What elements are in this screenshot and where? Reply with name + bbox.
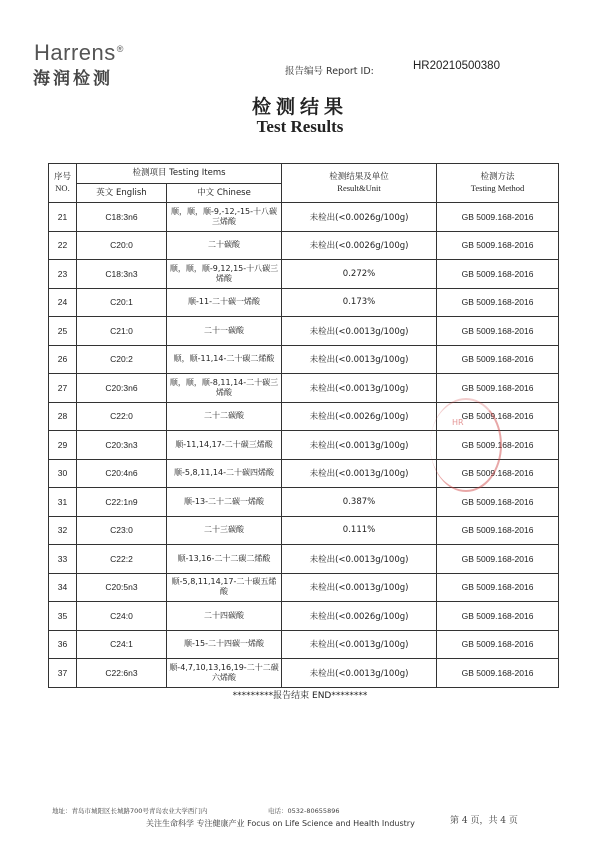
row-result: 未检出(<0.0026g/100g) (282, 203, 437, 232)
row-number: 32 (49, 516, 77, 545)
row-method: GB 5009.168-2016 (437, 630, 559, 659)
row-english-name: C20:3n6 (77, 374, 167, 403)
row-result: 未检出(<0.0013g/100g) (282, 659, 437, 688)
row-method: GB 5009.168-2016 (437, 231, 559, 260)
row-number: 33 (49, 545, 77, 574)
row-method: GB 5009.168-2016 (437, 288, 559, 317)
row-english-name: C18:3n3 (77, 260, 167, 289)
footer-address: 地址：青岛市城阳区长城路700号青岛农业大学西门内 (52, 807, 208, 815)
row-chinese-name: 二十一碳酸 (167, 317, 282, 346)
table-row (49, 260, 559, 289)
row-result: 0.111% (282, 516, 437, 545)
row-number: 34 (49, 573, 77, 602)
row-english-name: C20:2 (77, 345, 167, 374)
row-chinese-name: 顺-15-二十四碳一烯酸 (167, 630, 282, 659)
header-testing-items: 检测项目 Testing Items (77, 164, 282, 184)
row-number: 35 (49, 602, 77, 631)
row-english-name: C24:1 (77, 630, 167, 659)
row-method: GB 5009.168-2016 (437, 345, 559, 374)
row-chinese-name: 顺-13,16-二十二碳二烯酸 (167, 545, 282, 574)
seal-stamp-text: HR (452, 418, 464, 427)
header-chinese-name: 中文 Chinese (167, 184, 282, 203)
row-chinese-name: 二十三碳酸 (167, 516, 282, 545)
row-result: 未检出(<0.0013g/100g) (282, 431, 437, 460)
row-english-name: C22:0 (77, 402, 167, 431)
page-title-chinese: 检测结果 (251, 96, 348, 118)
row-result: 未检出(<0.0013g/100g) (282, 317, 437, 346)
seal-stamp (430, 398, 502, 492)
row-english-name: C20:3n3 (77, 431, 167, 460)
row-result: 0.272% (282, 260, 437, 289)
footer-telephone: 电话：0532-80655896 (268, 807, 340, 815)
row-chinese-name: 顺-11,14,17-二十碳三烯酸 (167, 431, 282, 460)
row-method: GB 5009.168-2016 (437, 516, 559, 545)
table-row (49, 488, 559, 517)
row-english-name: C22:6n3 (77, 659, 167, 688)
row-english-name: C22:2 (77, 545, 167, 574)
row-method: GB 5009.168-2016 (437, 317, 559, 346)
row-method: GB 5009.168-2016 (437, 659, 559, 688)
table-row (49, 345, 559, 374)
row-number: 27 (49, 374, 77, 403)
row-chinese-name: 顺，顺-11,14-二十碳二烯酸 (167, 345, 282, 374)
table-row (49, 545, 559, 574)
row-number: 25 (49, 317, 77, 346)
table-row (49, 317, 559, 346)
row-chinese-name: 二十四碳酸 (167, 602, 282, 631)
row-result: 未检出(<0.0013g/100g) (282, 545, 437, 574)
row-result: 未检出(<0.0013g/100g) (282, 630, 437, 659)
report-end-marker: *********报告结束 END******** (232, 691, 368, 701)
table-row (49, 203, 559, 232)
report-id-value: HR20210500380 (413, 60, 500, 72)
row-result: 0.173% (282, 288, 437, 317)
row-number: 28 (49, 402, 77, 431)
row-number: 22 (49, 231, 77, 260)
row-method: GB 5009.168-2016 (437, 488, 559, 517)
table-row (49, 630, 559, 659)
row-chinese-name: 顺-5,8,11,14-二十碳四烯酸 (167, 459, 282, 488)
row-number: 31 (49, 488, 77, 517)
row-result: 未检出(<0.0013g/100g) (282, 459, 437, 488)
row-chinese-name: 顺-5,8,11,14,17-二十碳五烯酸 (167, 573, 282, 602)
row-english-name: C20:1 (77, 288, 167, 317)
header-english-name: 英文 English (77, 184, 167, 203)
row-method: GB 5009.168-2016 (437, 374, 559, 403)
row-number: 36 (49, 630, 77, 659)
row-chinese-name: 二十碳酸 (167, 231, 282, 260)
row-english-name: C18:3n6 (77, 203, 167, 232)
row-number: 21 (49, 203, 77, 232)
row-english-name: C20:0 (77, 231, 167, 260)
row-chinese-name: 顺-11-二十碳一烯酸 (167, 288, 282, 317)
header-no: 序号 NO. (49, 164, 77, 203)
table-row (49, 659, 559, 688)
table-row (49, 602, 559, 631)
row-english-name: C22:1n9 (77, 488, 167, 517)
row-chinese-name: 顺-4,7,10,13,16,19-二十二碳六烯酸 (167, 659, 282, 688)
row-chinese-name: 二十二碳酸 (167, 402, 282, 431)
row-result: 未检出(<0.0026g/100g) (282, 402, 437, 431)
row-number: 26 (49, 345, 77, 374)
table-row (49, 288, 559, 317)
table-row (49, 231, 559, 260)
row-method: GB 5009.168-2016 (437, 203, 559, 232)
row-number: 23 (49, 260, 77, 289)
row-english-name: C21:0 (77, 317, 167, 346)
footer-slogan: 关注生命科学 专注健康产业 Focus on Life Science and Health Industry (146, 819, 415, 828)
page-number: 第 4 页，共 4 页 (450, 816, 518, 826)
table-row (49, 516, 559, 545)
row-number: 37 (49, 659, 77, 688)
row-method: GB 5009.168-2016 (437, 459, 559, 488)
row-english-name: C20:5n3 (77, 573, 167, 602)
row-method: GB 5009.168-2016 (437, 431, 559, 460)
row-result: 0.387% (282, 488, 437, 517)
row-method: GB 5009.168-2016 (437, 402, 559, 431)
logo-chinese: 海润检测 (33, 69, 113, 89)
row-result: 未检出(<0.0026g/100g) (282, 231, 437, 260)
row-number: 30 (49, 459, 77, 488)
row-english-name: C20:4n6 (77, 459, 167, 488)
header-result: 检测结果及单位 Result&Unit (282, 164, 437, 203)
row-number: 24 (49, 288, 77, 317)
row-method: GB 5009.168-2016 (437, 573, 559, 602)
row-chinese-name: 顺-13-二十二碳一烯酸 (167, 488, 282, 517)
row-chinese-name: 顺，顺，顺-8,11,14-二十碳三烯酸 (167, 374, 282, 403)
row-chinese-name: 顺，顺，顺-9,-12,-15-十八碳三烯酸 (167, 203, 282, 232)
row-result: 未检出(<0.0013g/100g) (282, 345, 437, 374)
row-chinese-name: 顺，顺，顺-9,12,15-十八碳三烯酸 (167, 260, 282, 289)
row-result: 未检出(<0.0013g/100g) (282, 374, 437, 403)
header-method: 检测方法 Testing Method (437, 164, 559, 203)
row-result: 未检出(<0.0013g/100g) (282, 573, 437, 602)
row-english-name: C23:0 (77, 516, 167, 545)
row-english-name: C24:0 (77, 602, 167, 631)
row-method: GB 5009.168-2016 (437, 260, 559, 289)
page-title-english: Test Results (256, 117, 344, 136)
row-method: GB 5009.168-2016 (437, 602, 559, 631)
table-row (49, 374, 559, 403)
row-number: 29 (49, 431, 77, 460)
row-result: 未检出(<0.0026g/100g) (282, 602, 437, 631)
logo-wordmark: Harrens® (34, 40, 124, 65)
row-method: GB 5009.168-2016 (437, 545, 559, 574)
table-row (49, 573, 559, 602)
report-id-label: 报告编号 Report ID: (285, 66, 374, 77)
